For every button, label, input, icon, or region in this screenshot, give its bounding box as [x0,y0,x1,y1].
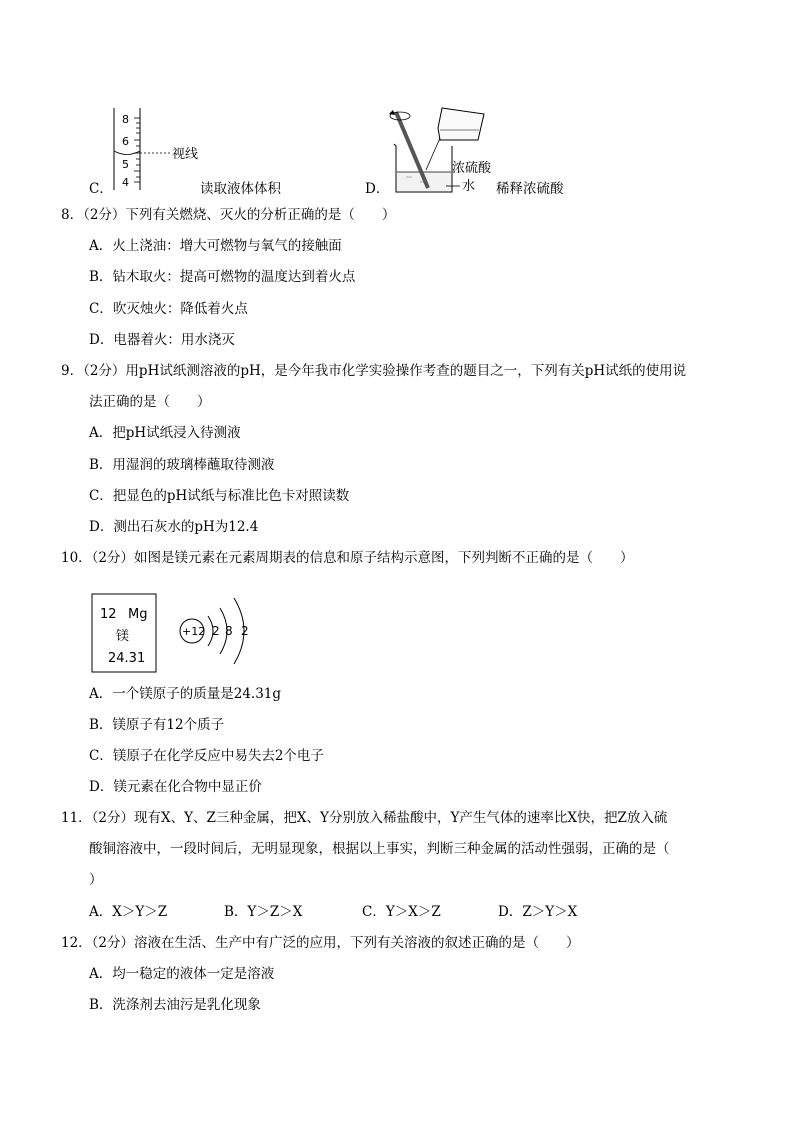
question-8-option-c: C．吹灭烛火：降低着火点 [89,301,248,317]
question-8-option-b: B．钻木取火：提高可燃物的温度达到着火点 [89,269,356,285]
question-12-option-b: B．洗涤剂去油污是乳化现象 [89,997,261,1013]
question-8-option-d: D．电器着火：用水浇灭 [89,332,235,348]
sight-line-label: 视线 [172,147,199,162]
question-9-stem-line-2: 法正确的是（ ） [89,394,211,410]
tick-label: 6 [122,135,129,148]
shell-1-electrons: 2 [212,624,220,638]
tick-label: 8 [122,113,129,126]
question-8-stem: 8．（2分）下列有关燃烧、灭火的分析正确的是（ ） [61,207,396,223]
question-8-option-a: A．火上浇油：增大可燃物与氧气的接触面 [89,238,342,254]
question-10-stem: 10．（2分）如图是镁元素在元素周期表的信息和原子结构示意图，下列判断不正确的是（ ） [61,550,634,566]
atomic-mass: 24.31 [108,651,146,666]
magnesium-element-figure [88,590,268,676]
nucleus-charge: +12 [182,625,206,638]
acid-label: 浓硫酸 [452,161,492,176]
question-9-option-b: B．用湿润的玻璃棒蘸取待测液 [89,457,275,473]
acid-dilution-figure [380,100,510,196]
question-12-stem: 12．（2分）溶液在生活、生产中有广泛的应用，下列有关溶液的叙述正确的是（ ） [61,935,580,951]
tick-label: 5 [122,158,129,171]
question-10-option-c: C．镁原子在化学反应中易失去2个电子 [89,748,324,764]
question-11-option-c: C．Y＞X＞Z [362,904,441,920]
tick-label: 4 [122,176,129,189]
shell-3-electrons: 2 [241,624,249,638]
option-c-label: C． [89,181,113,197]
question-11-stem-line-2: 酸铜溶液中，一段时间后，无明显现象，根据以上事实，判断三种金属的活动性强弱，正确的是（ [89,841,670,857]
question-12-option-a: A．均一稳定的液体一定是溶液 [89,966,275,982]
question-10-option-b: B．镁原子有12个质子 [89,717,225,733]
question-9-option-c: C．把显色的pH试纸与标准比色卡对照读数 [89,488,350,504]
cylinder-caption: 读取液体体积 [200,181,281,197]
shell-2-electrons: 8 [225,624,233,638]
question-10-option-a: A．一个镁原子的质量是24.31g [89,686,282,702]
question-11-stem-line-3: ） [89,872,103,888]
question-11-option-b: B．Y＞Z＞X [224,904,303,920]
question-9-option-a: A．把pH试纸浸入待测液 [89,425,241,441]
question-10-option-d: D．镁元素在化合物中显正价 [89,779,262,795]
element-symbol: Mg [128,607,148,622]
option-d-label: D． [365,181,390,197]
question-9-option-d: D．测出石灰水的pH为12.4 [89,519,259,535]
question-11-option-d: D．Z＞Y＞X [498,904,578,920]
graduated-cylinder-figure [100,102,210,194]
element-name: 镁 [116,629,130,644]
dilution-caption: 稀释浓硫酸 [496,181,564,197]
water-label: 水 [462,179,476,194]
atomic-number: 12 [100,607,117,622]
question-9-stem-line-1: 9．（2分）用pH试纸测溶液的pH，是今年我市化学实验操作考查的题目之一，下列有关pH试纸的使用说 [61,363,687,379]
question-11-option-a: A．X＞Y＞Z [89,904,168,920]
question-11-stem-line-1: 11．（2分）现有X、Y、Z三种金属，把X、Y分别放入稀盐酸中，Y产生气体的速率比X快，把Z放入硫 [61,810,668,826]
